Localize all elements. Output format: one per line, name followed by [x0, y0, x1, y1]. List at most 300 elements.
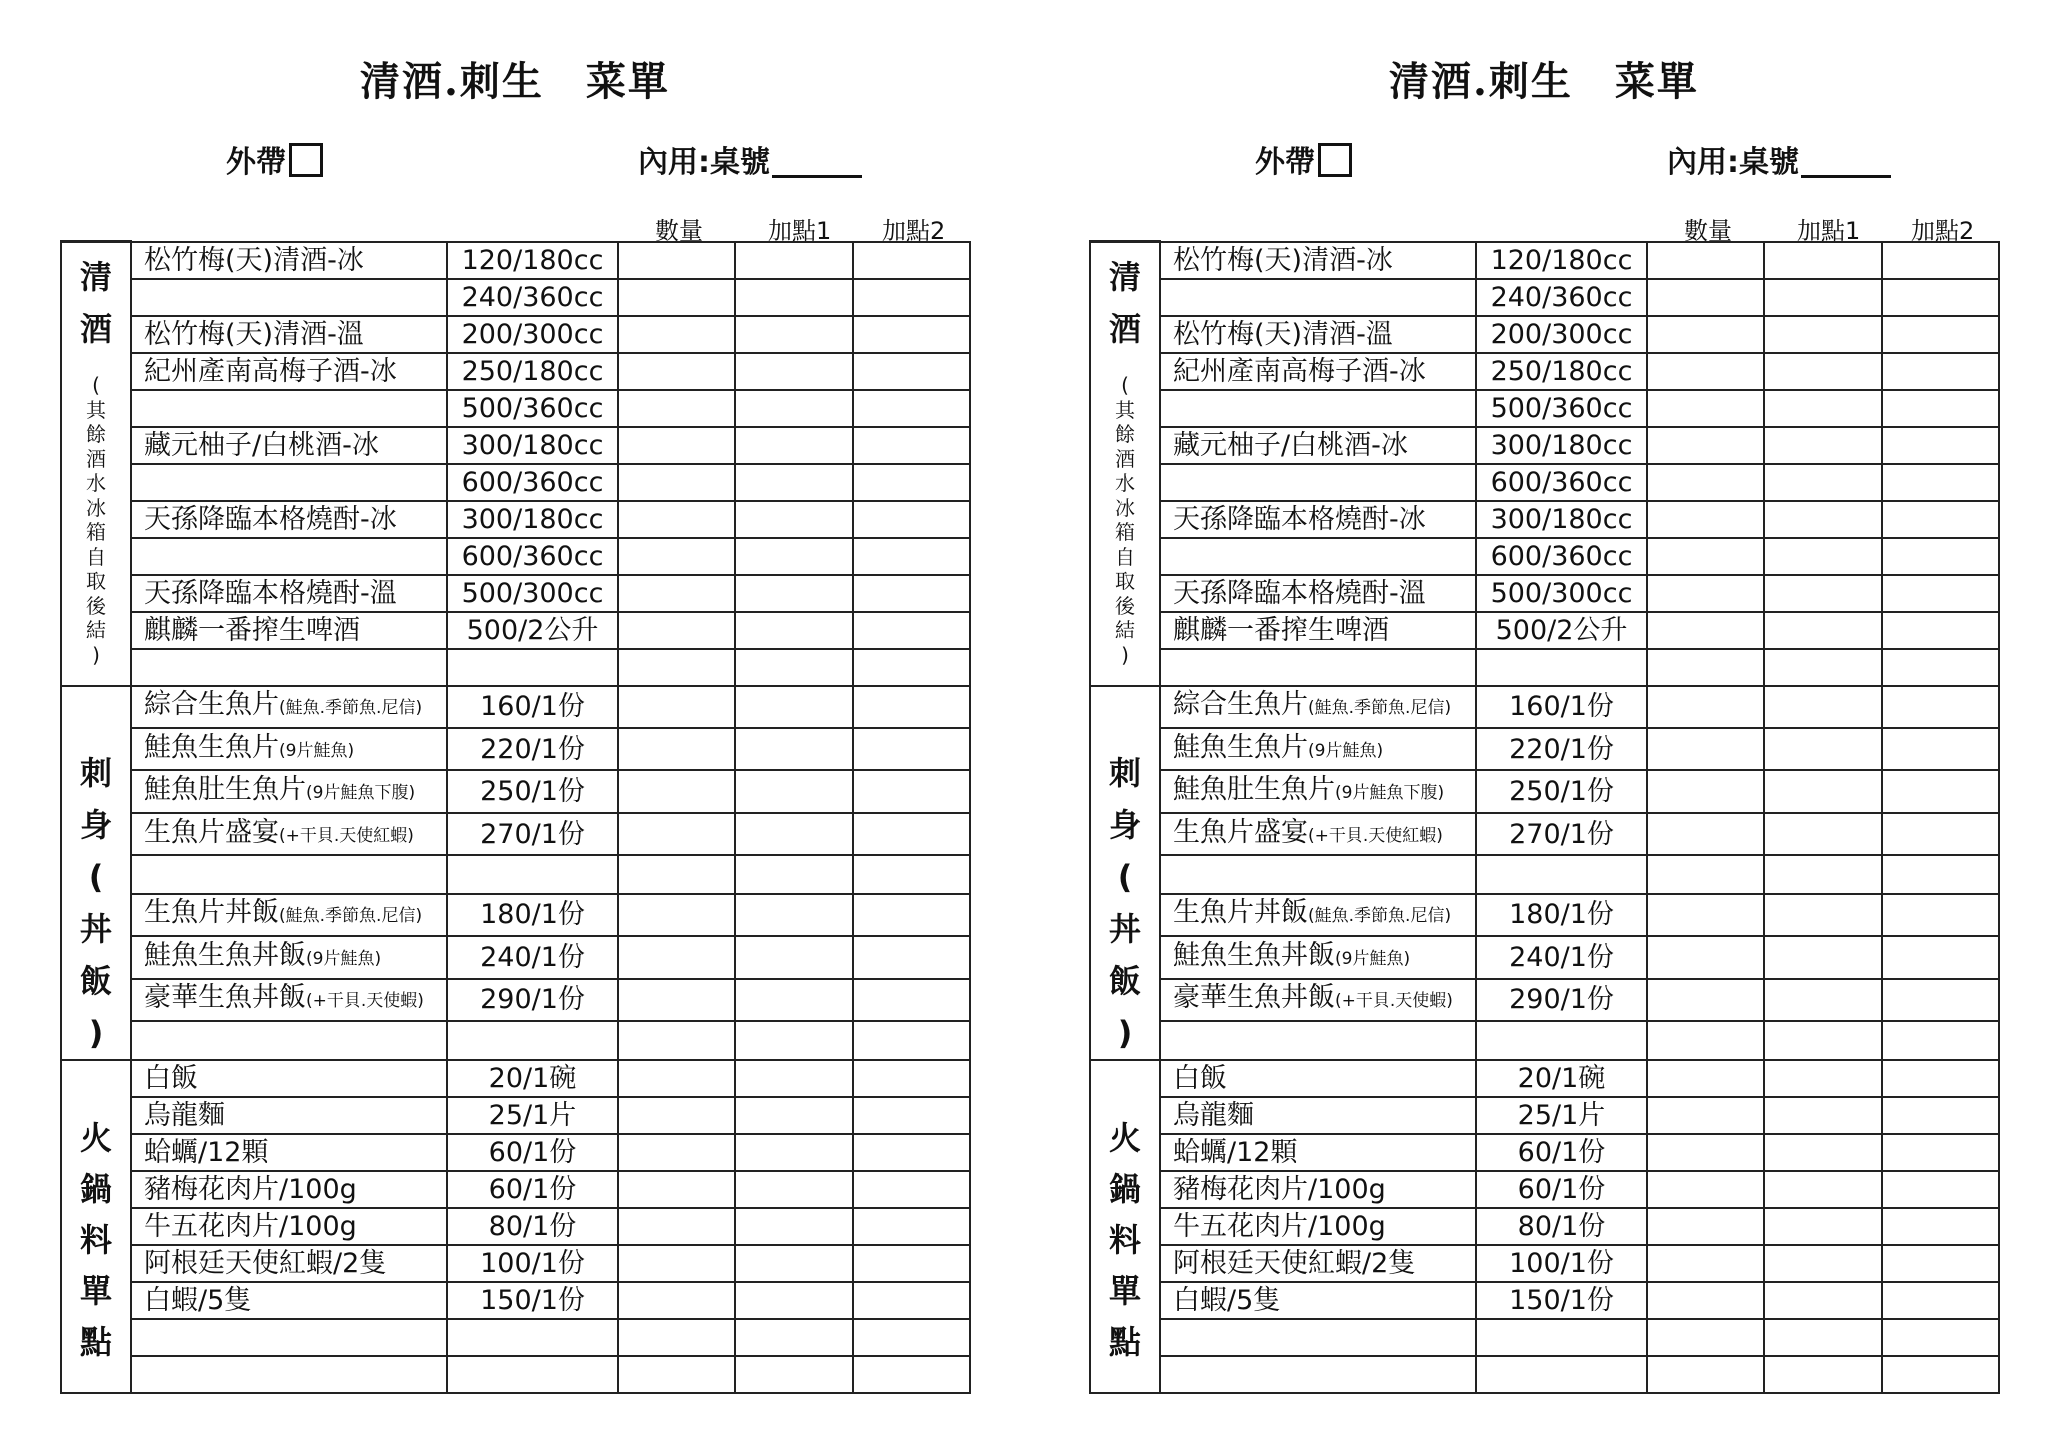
add2-cell[interactable]	[1882, 316, 1999, 353]
add2-cell[interactable]	[1882, 1245, 1999, 1282]
item-price: 300/180cc	[447, 427, 618, 464]
add1-cell[interactable]	[1764, 501, 1882, 538]
count-cell[interactable]	[618, 1356, 735, 1393]
sake_rows-row	[61, 464, 970, 501]
count-cell[interactable]	[618, 1282, 735, 1319]
column-header-add1: 加點1	[768, 217, 832, 245]
dinein-field[interactable]	[1667, 137, 1891, 181]
add2-cell[interactable]	[1882, 279, 1999, 316]
add1-cell[interactable]	[735, 1171, 853, 1208]
count-cell[interactable]	[1647, 813, 1764, 855]
add1-cell[interactable]	[735, 1060, 853, 1097]
hotpot_rows-row	[61, 1171, 970, 1208]
section-name-char: (	[1117, 857, 1133, 896]
add2-cell[interactable]	[853, 979, 970, 1021]
add1-cell[interactable]	[1764, 813, 1882, 855]
item-name	[131, 1060, 447, 1097]
item-name	[1160, 1245, 1476, 1282]
add2-cell[interactable]	[853, 1282, 970, 1319]
item-price	[447, 649, 618, 686]
count-cell[interactable]	[1647, 728, 1764, 770]
add1-cell[interactable]	[735, 1319, 853, 1356]
add2-cell[interactable]	[1882, 1097, 1999, 1134]
add2-cell[interactable]	[853, 686, 970, 728]
add1-cell[interactable]	[735, 1245, 853, 1282]
add1-cell[interactable]	[735, 855, 853, 893]
add1-cell[interactable]	[735, 464, 853, 501]
add2-cell[interactable]	[1882, 612, 1999, 649]
add1-cell[interactable]	[1764, 686, 1882, 728]
count-cell[interactable]	[1647, 855, 1764, 893]
add2-cell[interactable]	[1882, 1171, 1999, 1208]
add2-cell[interactable]	[853, 855, 970, 893]
add2-cell[interactable]	[853, 1060, 970, 1097]
add2-cell[interactable]	[1882, 1060, 1999, 1097]
item-price: 60/1份	[447, 1134, 618, 1171]
count-cell[interactable]	[1647, 575, 1764, 612]
item-price: 150/1份	[1476, 1282, 1647, 1319]
item-name	[1160, 538, 1476, 575]
add2-cell[interactable]	[1882, 1282, 1999, 1319]
add2-cell[interactable]	[853, 427, 970, 464]
add2-cell[interactable]	[853, 894, 970, 936]
item-name	[131, 1245, 447, 1282]
count-cell[interactable]	[1647, 1245, 1764, 1282]
add2-cell[interactable]	[853, 501, 970, 538]
add2-cell[interactable]	[853, 1171, 970, 1208]
item-price: 240/1份	[1476, 936, 1647, 978]
item-name	[1160, 936, 1476, 978]
add2-cell[interactable]	[853, 649, 970, 686]
raw_rows-row	[1090, 813, 1999, 855]
add2-cell[interactable]	[853, 242, 970, 279]
count-cell[interactable]	[618, 242, 735, 279]
table-number-blank[interactable]	[1801, 145, 1891, 178]
add1-cell[interactable]	[1764, 1319, 1882, 1356]
sake_rows-row	[61, 612, 970, 649]
add2-cell[interactable]	[1882, 353, 1999, 390]
add2-cell[interactable]	[853, 936, 970, 978]
count-cell[interactable]	[1647, 649, 1764, 686]
section-name-char: 丼	[79, 909, 112, 948]
add1-cell[interactable]	[735, 979, 853, 1021]
sake_rows-row	[61, 575, 970, 612]
item-name	[1160, 390, 1476, 427]
add2-cell[interactable]	[1882, 686, 1999, 728]
count-cell[interactable]	[618, 936, 735, 978]
add2-cell[interactable]	[853, 575, 970, 612]
add1-cell[interactable]	[735, 538, 853, 575]
count-cell[interactable]	[618, 979, 735, 1021]
count-cell[interactable]	[618, 427, 735, 464]
add2-cell[interactable]	[1882, 813, 1999, 855]
item-name	[131, 575, 447, 612]
hotpot_rows-row	[1090, 1245, 1999, 1282]
item-name	[131, 1356, 447, 1393]
count-cell[interactable]	[1647, 979, 1764, 1021]
item-name	[1160, 427, 1476, 464]
add1-cell[interactable]	[1764, 855, 1882, 893]
add1-cell[interactable]	[1764, 390, 1882, 427]
table-number-blank[interactable]	[772, 145, 862, 178]
add1-cell[interactable]	[735, 1097, 853, 1134]
add1-cell[interactable]	[1764, 1171, 1882, 1208]
count-cell[interactable]	[618, 770, 735, 812]
add2-cell[interactable]	[1882, 242, 1999, 279]
sake_rows-row	[61, 353, 970, 390]
add1-cell[interactable]	[1764, 316, 1882, 353]
section-note-char: 酒	[86, 446, 106, 471]
count-cell[interactable]	[1647, 770, 1764, 812]
item-price: 80/1份	[1476, 1208, 1647, 1245]
count-cell[interactable]	[618, 538, 735, 575]
item-price: 270/1份	[447, 813, 618, 855]
add1-cell[interactable]	[735, 936, 853, 978]
add1-cell[interactable]	[735, 1021, 853, 1059]
add1-cell[interactable]	[1764, 728, 1882, 770]
count-cell[interactable]	[1647, 686, 1764, 728]
add1-cell[interactable]	[735, 894, 853, 936]
hotpot_rows-row	[61, 1097, 970, 1134]
count-cell[interactable]	[618, 1097, 735, 1134]
count-cell[interactable]	[1647, 242, 1764, 279]
add1-cell[interactable]	[1764, 649, 1882, 686]
add1-cell[interactable]	[1764, 979, 1882, 1021]
add2-cell[interactable]	[1882, 1208, 1999, 1245]
count-cell[interactable]	[1647, 1134, 1764, 1171]
hotpot_rows-row	[61, 1245, 970, 1282]
count-cell[interactable]	[1647, 427, 1764, 464]
add2-cell[interactable]	[1882, 1021, 1999, 1059]
add2-cell[interactable]	[1882, 855, 1999, 893]
add2-cell[interactable]	[853, 538, 970, 575]
section-name-char: 酒	[1108, 310, 1141, 348]
add1-cell[interactable]	[1764, 1097, 1882, 1134]
item-name	[1160, 242, 1476, 279]
section-name-char: 清	[1108, 258, 1141, 296]
raw_rows-row	[1090, 936, 1999, 978]
count-cell[interactable]	[618, 1134, 735, 1171]
add1-cell[interactable]	[735, 316, 853, 353]
item-name	[131, 936, 447, 978]
add2-cell[interactable]	[1882, 728, 1999, 770]
add2-cell[interactable]	[853, 1021, 970, 1059]
count-cell[interactable]	[1647, 538, 1764, 575]
hotpot_rows-row	[1090, 1097, 1999, 1134]
item-label: 鮭魚生魚丼飯	[1173, 939, 1335, 971]
item-name	[1160, 1134, 1476, 1171]
count-cell[interactable]	[618, 612, 735, 649]
add1-cell[interactable]	[735, 1282, 853, 1319]
item-label: 天孫降臨本格燒酎-冰	[1173, 503, 1426, 535]
raw_rows-row	[1090, 979, 1999, 1021]
add2-cell[interactable]	[1882, 501, 1999, 538]
count-cell[interactable]	[618, 855, 735, 893]
item-name	[1160, 279, 1476, 316]
sake_rows-row	[1090, 501, 1999, 538]
count-cell[interactable]	[1647, 1021, 1764, 1059]
item-name	[1160, 686, 1476, 728]
raw_rows-row	[61, 770, 970, 812]
raw_rows-row	[1090, 1021, 1999, 1059]
add1-cell[interactable]	[735, 279, 853, 316]
add2-cell[interactable]	[853, 1245, 970, 1282]
section-name-char: 鍋	[79, 1169, 112, 1208]
add1-cell[interactable]	[1764, 1282, 1882, 1319]
column-header-add2: 加點2	[882, 217, 946, 245]
item-name	[131, 1134, 447, 1171]
count-cell[interactable]	[618, 316, 735, 353]
add1-cell[interactable]	[1764, 1245, 1882, 1282]
takeout-option[interactable]	[226, 137, 323, 181]
add2-cell[interactable]	[853, 464, 970, 501]
item-name	[1160, 728, 1476, 770]
sake_rows-row	[1090, 279, 1999, 316]
add2-cell[interactable]	[853, 279, 970, 316]
hotpot_rows-row	[1090, 1060, 1999, 1097]
add2-cell[interactable]	[1882, 575, 1999, 612]
takeout-option[interactable]	[1255, 137, 1352, 181]
section-name-char: 刺	[1108, 753, 1141, 792]
raw_rows-row	[1090, 855, 1999, 893]
section-hotpot	[61, 1060, 131, 1393]
add1-cell[interactable]	[1764, 770, 1882, 812]
sake_rows-row	[61, 427, 970, 464]
count-cell[interactable]	[618, 1245, 735, 1282]
count-cell[interactable]	[1647, 1060, 1764, 1097]
add1-cell[interactable]	[735, 1356, 853, 1393]
add1-cell[interactable]	[1764, 575, 1882, 612]
takeout-checkbox[interactable]	[289, 143, 323, 177]
add1-cell[interactable]	[735, 427, 853, 464]
add2-cell[interactable]	[853, 1097, 970, 1134]
add1-cell[interactable]	[735, 501, 853, 538]
count-cell[interactable]	[618, 279, 735, 316]
section-name-char: 鍋	[1108, 1169, 1141, 1208]
count-cell[interactable]	[618, 1171, 735, 1208]
count-cell[interactable]	[1647, 464, 1764, 501]
item-price: 220/1份	[1476, 728, 1647, 770]
add2-cell[interactable]	[1882, 427, 1999, 464]
item-name	[1160, 1171, 1476, 1208]
item-label: 松竹梅(天)清酒-冰	[144, 244, 364, 276]
add1-cell[interactable]	[1764, 538, 1882, 575]
count-cell[interactable]	[1647, 936, 1764, 978]
count-cell[interactable]	[1647, 1356, 1764, 1393]
add2-cell[interactable]	[1882, 390, 1999, 427]
add2-cell[interactable]	[1882, 538, 1999, 575]
count-cell[interactable]	[618, 390, 735, 427]
raw_rows-row	[61, 979, 970, 1021]
item-name	[1160, 1282, 1476, 1319]
add2-cell[interactable]	[853, 770, 970, 812]
section-note-char: 後	[1115, 593, 1135, 618]
add1-cell[interactable]	[735, 770, 853, 812]
section-name	[1091, 747, 1159, 1059]
add2-cell[interactable]	[853, 353, 970, 390]
add1-cell[interactable]	[1764, 353, 1882, 390]
count-cell[interactable]	[1647, 1097, 1764, 1134]
add1-cell[interactable]	[1764, 612, 1882, 649]
count-cell[interactable]	[1647, 316, 1764, 353]
item-name	[1160, 575, 1476, 612]
count-cell[interactable]	[618, 728, 735, 770]
sake_rows-row	[61, 538, 970, 575]
add2-cell[interactable]	[853, 316, 970, 353]
count-cell[interactable]	[1647, 390, 1764, 427]
count-cell[interactable]	[618, 1060, 735, 1097]
count-cell[interactable]	[618, 894, 735, 936]
add2-cell[interactable]	[1882, 770, 1999, 812]
menu-title: 清酒.刺生 菜單	[1389, 58, 1699, 105]
count-cell[interactable]	[618, 813, 735, 855]
add2-cell[interactable]	[1882, 979, 1999, 1021]
add1-cell[interactable]	[1764, 464, 1882, 501]
add1-cell[interactable]	[735, 1134, 853, 1171]
sake_rows-row	[1090, 427, 1999, 464]
item-label: 天孫降臨本格燒酎-溫	[144, 577, 397, 609]
item-price: 250/180cc	[447, 353, 618, 390]
sake_rows-row	[1090, 464, 1999, 501]
add1-cell[interactable]	[1764, 1208, 1882, 1245]
order-table-body	[1090, 242, 1999, 1393]
item-price: 300/180cc	[1476, 501, 1647, 538]
add2-cell[interactable]	[853, 1319, 970, 1356]
add1-cell[interactable]	[735, 575, 853, 612]
item-price: 270/1份	[1476, 813, 1647, 855]
count-cell[interactable]	[618, 501, 735, 538]
add2-cell[interactable]	[1882, 1134, 1999, 1171]
add2-cell[interactable]	[1882, 936, 1999, 978]
count-cell[interactable]	[1647, 279, 1764, 316]
section-name-char: 火	[79, 1118, 112, 1157]
add1-cell[interactable]	[1764, 279, 1882, 316]
count-cell[interactable]	[1647, 1319, 1764, 1356]
count-cell[interactable]	[1647, 1208, 1764, 1245]
item-name	[1160, 612, 1476, 649]
add2-cell[interactable]	[853, 813, 970, 855]
item-note: (+干貝.天使紅蝦)	[279, 825, 414, 846]
count-cell[interactable]	[618, 649, 735, 686]
add1-cell[interactable]	[1764, 894, 1882, 936]
item-price: 220/1份	[447, 728, 618, 770]
item-price: 250/1份	[1476, 770, 1647, 812]
add1-cell[interactable]	[1764, 427, 1882, 464]
item-price: 290/1份	[447, 979, 618, 1021]
hotpot_rows-row	[61, 1134, 970, 1171]
count-cell[interactable]	[618, 1319, 735, 1356]
add1-cell[interactable]	[735, 728, 853, 770]
count-cell[interactable]	[1647, 1171, 1764, 1208]
add2-cell[interactable]	[853, 1134, 970, 1171]
section-note-char: 冰	[1115, 495, 1135, 520]
count-cell[interactable]	[618, 575, 735, 612]
count-cell[interactable]	[1647, 894, 1764, 936]
section-name-char: 料	[1108, 1220, 1141, 1259]
item-price: 180/1份	[447, 894, 618, 936]
add1-cell[interactable]	[1764, 1021, 1882, 1059]
item-price: 100/1份	[1476, 1245, 1647, 1282]
count-cell[interactable]	[618, 353, 735, 390]
item-note: (9片鮭魚)	[279, 740, 355, 761]
add1-cell[interactable]	[735, 242, 853, 279]
item-label: 鮭魚生魚片	[144, 731, 279, 763]
item-label: 白蝦/5隻	[1173, 1284, 1281, 1316]
section-name	[62, 1113, 130, 1368]
item-price: 80/1份	[447, 1208, 618, 1245]
sake_rows-row	[1090, 316, 1999, 353]
count-cell[interactable]	[618, 686, 735, 728]
count-cell[interactable]	[1647, 501, 1764, 538]
column-header-count: 數量	[1684, 217, 1732, 245]
add2-cell[interactable]	[1882, 1319, 1999, 1356]
hotpot_rows-row	[1090, 1208, 1999, 1245]
takeout-checkbox[interactable]	[1318, 143, 1352, 177]
order-table	[60, 240, 971, 1394]
item-name	[131, 1097, 447, 1134]
add2-cell[interactable]	[853, 728, 970, 770]
add2-cell[interactable]	[853, 390, 970, 427]
add1-cell[interactable]	[735, 1208, 853, 1245]
item-label: 蛤蠣/12顆	[144, 1136, 269, 1168]
count-cell[interactable]	[1647, 1282, 1764, 1319]
item-price: 600/360cc	[1476, 538, 1647, 575]
dinein-field[interactable]	[638, 137, 862, 181]
count-cell[interactable]	[1647, 612, 1764, 649]
add1-cell[interactable]	[1764, 1134, 1882, 1171]
raw_rows-row	[61, 936, 970, 978]
add1-cell[interactable]	[735, 390, 853, 427]
item-note: (鮭魚.季節魚.尼信)	[1308, 698, 1452, 719]
add2-cell[interactable]	[853, 1208, 970, 1245]
add1-cell[interactable]	[1764, 1356, 1882, 1393]
add2-cell[interactable]	[853, 1356, 970, 1393]
add2-cell[interactable]	[1882, 894, 1999, 936]
add1-cell[interactable]	[735, 612, 853, 649]
item-label: 白蝦/5隻	[144, 1284, 252, 1316]
add1-cell[interactable]	[1764, 1060, 1882, 1097]
item-price: 60/1份	[447, 1171, 618, 1208]
section-name-char: 單	[79, 1271, 112, 1310]
add1-cell[interactable]	[735, 353, 853, 390]
section-note-char: 箱	[86, 520, 106, 544]
count-cell[interactable]	[618, 464, 735, 501]
raw_rows-row	[1090, 894, 1999, 936]
section-name-char: 點	[79, 1322, 112, 1361]
add1-cell[interactable]	[735, 649, 853, 686]
add2-cell[interactable]	[1882, 649, 1999, 686]
add2-cell[interactable]	[853, 612, 970, 649]
section-note-char: 取	[86, 569, 106, 593]
count-cell[interactable]	[1647, 353, 1764, 390]
section-note-char: 後	[86, 593, 106, 618]
item-label: 鮭魚肚生魚片	[1173, 774, 1335, 806]
section-name-char: 丼	[1108, 909, 1141, 948]
add2-cell[interactable]	[1882, 464, 1999, 501]
add2-cell[interactable]	[1882, 1356, 1999, 1393]
add1-cell[interactable]	[1764, 242, 1882, 279]
add1-cell[interactable]	[1764, 936, 1882, 978]
count-cell[interactable]	[618, 1208, 735, 1245]
item-label: 豬梅花肉片/100g	[1173, 1173, 1386, 1205]
add1-cell[interactable]	[735, 813, 853, 855]
item-price: 250/1份	[447, 770, 618, 812]
sake_rows-row	[1090, 649, 1999, 686]
item-price: 200/300cc	[447, 316, 618, 353]
count-cell[interactable]	[618, 1021, 735, 1059]
item-label: 生魚片盛宴	[144, 816, 279, 848]
add1-cell[interactable]	[735, 686, 853, 728]
